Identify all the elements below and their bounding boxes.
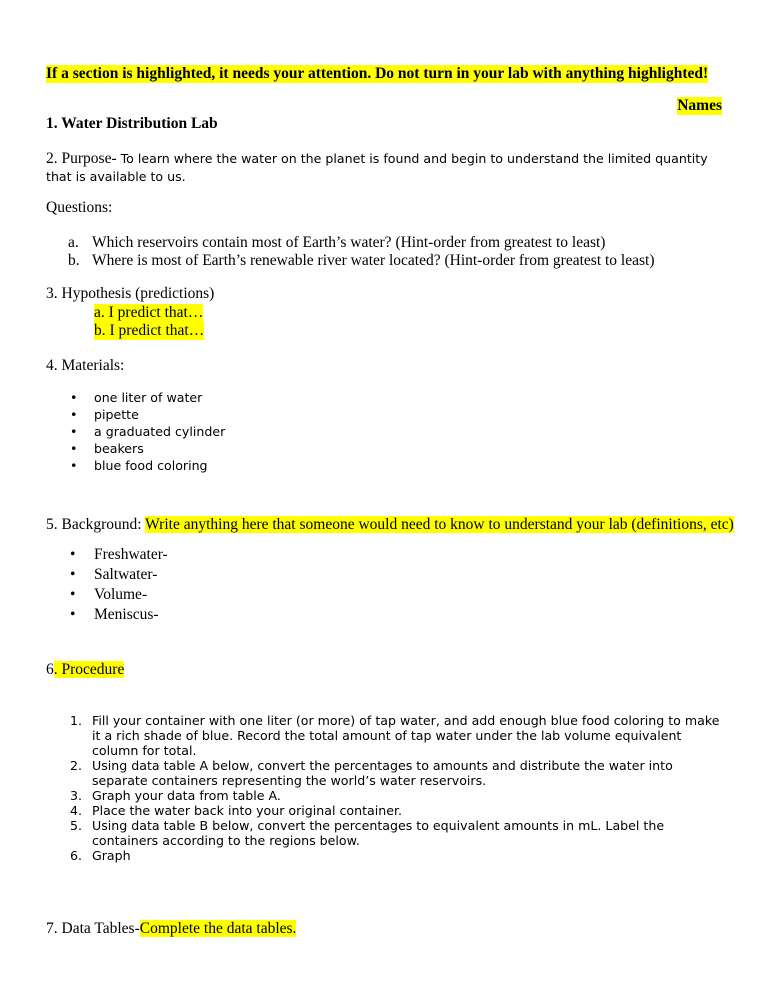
procedure-step — [70, 818, 665, 848]
material-item: • a graduated cylinder — [94, 424, 225, 439]
step-line: Using data table A below, convert the percentages to amounts and distribute the water into — [92, 758, 673, 773]
step-number: 5. — [70, 818, 83, 833]
step-line: containers according to the regions below. — [92, 833, 360, 848]
warning-banner: If a section is highlighted, it needs your attention. Do not turn in your lab with anything highlighted! — [46, 65, 709, 82]
material-item: • one liter of water — [94, 390, 202, 405]
purpose-line1 — [46, 150, 708, 168]
procedure-step — [70, 803, 403, 818]
material-item: • beakers — [94, 441, 144, 456]
procedure-step — [70, 848, 131, 863]
procedure-step — [70, 713, 720, 758]
step-line: Graph your data from table A. — [92, 788, 281, 803]
data-tables-instruction: Complete the data tables. — [139, 920, 297, 937]
purpose-line2: that is available to us. — [46, 169, 186, 184]
purpose-text: To learn where the water on the planet is found and begin to understand the limited quantity — [116, 151, 708, 166]
step-line: Graph — [92, 848, 131, 863]
purpose-label: 2. Purpose- — [46, 150, 117, 167]
background-label: 5. Background: — [46, 516, 146, 533]
step-number: 3. — [70, 788, 83, 803]
step-line: column for total. — [92, 743, 197, 758]
step-number: 1. — [70, 713, 83, 728]
procedure-step — [70, 788, 281, 803]
step-line: it a rich shade of blue. Record the total amount of tap water under the lab volume equivalent — [92, 728, 682, 743]
background-item: • Volume- — [94, 586, 147, 604]
hypothesis-a: a. I predict that… — [94, 304, 204, 321]
background-item: • Saltwater- — [94, 566, 157, 584]
procedure-heading — [46, 661, 124, 679]
step-number: 6. — [70, 848, 83, 863]
step-line: Place the water back into your original container. — [92, 803, 403, 818]
lab-title: 1. Water Distribution Lab — [46, 115, 218, 132]
procedure-step — [70, 758, 673, 788]
question-marker: b. — [68, 252, 80, 269]
question-a — [68, 234, 606, 252]
step-number: 4. — [70, 803, 83, 818]
data-tables-heading — [46, 920, 296, 938]
background-item: • Meniscus- — [94, 606, 159, 624]
background-item: • Freshwater- — [94, 546, 168, 564]
step-number: 2. — [70, 758, 83, 773]
background-heading — [46, 516, 734, 534]
step-line: Using data table B below, convert the percentages to equivalent amounts in mL. Label the — [92, 818, 665, 833]
data-tables-label: 7. Data Tables- — [46, 920, 140, 937]
material-item: • pipette — [94, 407, 139, 422]
question-text: Which reservoirs contain most of Earth’s water? (Hint-order from greatest to least) — [92, 234, 606, 251]
questions-heading: Questions: — [46, 199, 113, 216]
materials-heading: 4. Materials: — [46, 357, 125, 374]
question-text: Where is most of Earth’s renewable river water located? (Hint-order from greatest to least) — [92, 252, 655, 269]
material-item: • blue food coloring — [94, 458, 208, 473]
step-line: separate containers representing the world’s water reservoirs. — [92, 773, 487, 788]
procedure-label: . Procedure — [53, 661, 125, 678]
hypothesis-b: b. I predict that… — [94, 322, 205, 339]
question-marker: a. — [68, 234, 79, 251]
hypothesis-heading: 3. Hypothesis (predictions) — [46, 285, 215, 302]
background-instruction: Write anything here that someone would need to know to understand your lab (definitions, etc) — [145, 516, 734, 533]
procedure-number: 6 — [46, 661, 54, 678]
names-label: Names — [677, 97, 722, 114]
step-line: Fill your container with one liter (or more) of tap water, and add enough blue food coloring to make — [92, 713, 720, 728]
question-b — [68, 252, 655, 270]
